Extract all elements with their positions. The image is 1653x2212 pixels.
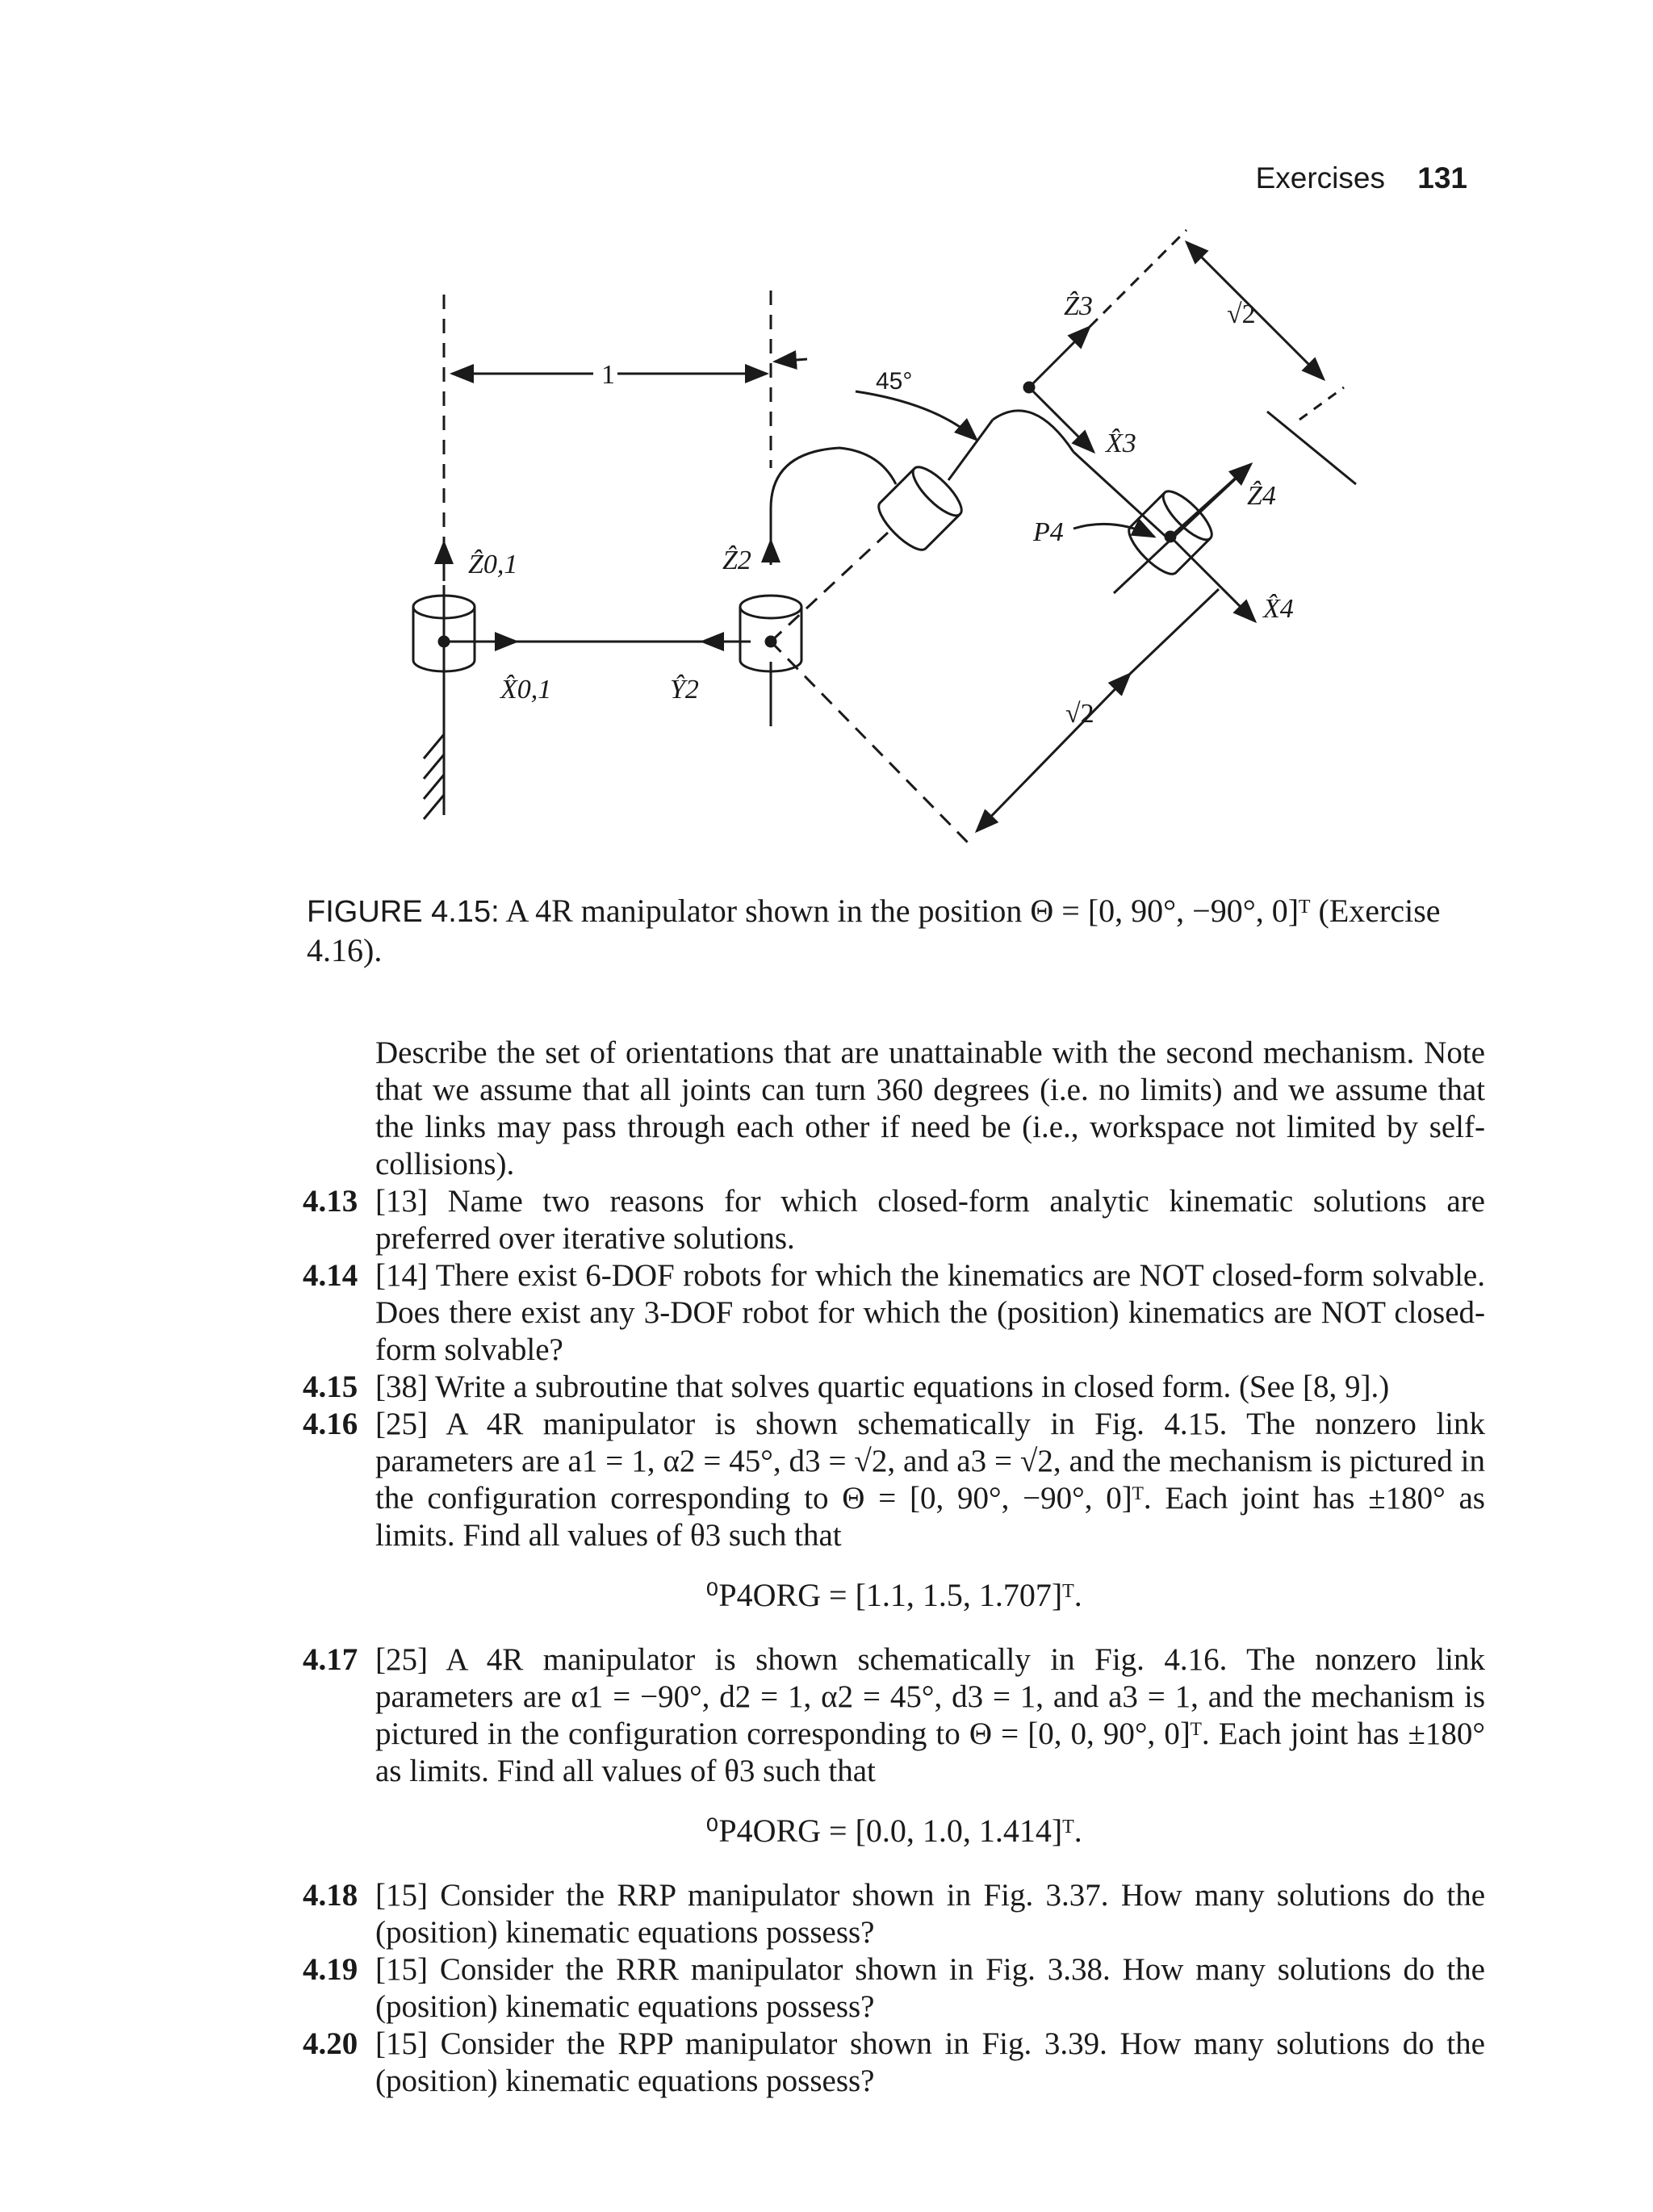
exercise-4-17	[303, 1641, 1485, 1790]
p4-leader	[1073, 524, 1154, 537]
exercise-text: [15] Consider the RPP manipulator shown in Fig. 3.39. How many solutions do the (position) kinematic equations possess?	[375, 2026, 1485, 2098]
exercise-number: 4.20	[303, 2026, 358, 2061]
angle-label-45: 45°	[876, 368, 913, 395]
label-z4: Ẑ4	[1247, 481, 1276, 511]
curved-link-2	[771, 448, 896, 541]
label-z3: Ẑ3	[1064, 291, 1093, 321]
x3-axis-arrow	[1029, 387, 1094, 452]
exercise-text: [13] Name two reasons for which closed-form analytic kinematic solutions are preferred over iterative solutions.	[375, 1184, 1485, 1256]
exercise-text: [15] Consider the RRR manipulator shown in Fig. 3.38. How many solutions do the (position) kinematic equations possess?	[375, 1952, 1485, 2024]
figure-caption	[307, 892, 1493, 970]
label-x3: X̂3	[1106, 429, 1136, 458]
label-sqrt2-top: √2	[1227, 299, 1256, 329]
exercise-4-19	[303, 1951, 1485, 2026]
angle-45-arc	[856, 391, 977, 440]
exercise-text: [25] A 4R manipulator is shown schematically in Fig. 4.15. The nonzero link parameters are a1 = 1, α2 = 45°, d3 = √2, and a3 = √2, and the mechanism is pictured in the configuration corresponding to Θ = [0, 90°, −90°, 0]ᵀ. Each joint has ±180° as limits. Find all values of θ3 such that	[375, 1407, 1485, 1553]
link-3a	[948, 420, 993, 480]
dimension-label-1: 1	[601, 360, 615, 390]
label-p4: P4	[1033, 517, 1064, 547]
z4-axis-arrow	[1170, 464, 1251, 537]
label-x01: X̂0,1	[500, 675, 552, 705]
equation-4-17: ⁰P4ORG = [0.0, 1.0, 1.414]ᵀ.	[705, 1813, 1082, 1849]
exercise-number: 4.19	[303, 1952, 358, 1987]
dimension-tick-top	[1267, 412, 1356, 484]
label-x4: X̂4	[1263, 594, 1294, 624]
dimension-extension-bottom	[1130, 589, 1219, 674]
dimension-extension-top	[1299, 387, 1344, 420]
label-z01: Ẑ0,1	[468, 550, 518, 579]
exercise-number: 4.16	[303, 1407, 358, 1441]
exercise-text: [25] A 4R manipulator is shown schematically in Fig. 4.16. The nonzero link parameters are α1 = −90°, d2 = 1, α2 = 45°, d3 = 1, and a3 = 1, and the mechanism is pictured in the configuration corresponding to Θ = [0, 0, 90°, 0]ᵀ. Each joint has ±180° as limits. Find all values of θ3 such that	[375, 1642, 1485, 1788]
exercise-number: 4.14	[303, 1258, 358, 1293]
exercise-text: [15] Consider the RRP manipulator shown in Fig. 3.37. How many solutions do the (position) kinematic equations possess?	[375, 1878, 1485, 1950]
exercise-text: [14] There exist 6-DOF robots for which the kinematics are NOT closed-form solvable. Does there exist any 3-DOF robot for which the (position) kinematics are NOT closed-form solvable?	[375, 1258, 1485, 1367]
exercise-body	[303, 1035, 1485, 2100]
z3-axis-arrow	[1029, 327, 1090, 387]
exercise-4-16	[303, 1406, 1485, 1554]
figure-caption-text: A 4R manipulator shown in the position Θ = [0, 90°, −90°, 0]ᵀ (Exercise 4.16).	[307, 893, 1441, 968]
exercise-number: 4.18	[303, 1878, 358, 1913]
diagonal-axis-lower-dashed	[771, 642, 969, 843]
exercise-text: [38] Write a subroutine that solves quartic equations in closed form. (See [8, 9].)	[375, 1369, 1390, 1404]
angle-reference-arrow	[775, 359, 807, 362]
equation-4-16: ⁰P4ORG = [1.1, 1.5, 1.707]ᵀ.	[705, 1577, 1082, 1613]
exercise-number: 4.15	[303, 1369, 358, 1404]
figure-caption-label: FIGURE 4.15:	[307, 895, 500, 929]
dimension-sqrt2-bottom	[977, 674, 1130, 831]
exercise-4-15	[303, 1369, 1485, 1406]
link-4	[1073, 452, 1170, 541]
joint-2-cylinder	[740, 596, 801, 671]
ground-hatch	[424, 734, 444, 819]
label-y2: Ŷ2	[670, 675, 699, 705]
label-sqrt2-bottom: √2	[1065, 699, 1094, 729]
diagonal-axis-upper-dashed	[771, 533, 888, 642]
link-3-curve	[993, 411, 1073, 452]
page-number: 131	[1417, 161, 1467, 194]
exercise-number: 4.13	[303, 1184, 358, 1219]
figure-4-15-manipulator-diagram	[371, 210, 1517, 880]
exercise-4-20	[303, 2026, 1485, 2100]
exercise-4-13	[303, 1183, 1485, 1257]
exercise-4-14	[303, 1257, 1485, 1369]
running-header	[1256, 161, 1467, 195]
exercise-number: 4.17	[303, 1642, 358, 1677]
x4-axis-arrow	[1170, 537, 1255, 621]
exercise-intro-paragraph: Describe the set of orientations that are unattainable with the second mechanism. Note that we assume that all joints can turn 360 degrees (i.e. no limits) and we assume that the links may pass through each other if need be (i.e., workspace not limited by self-collisions).	[375, 1035, 1485, 1181]
label-z2: Ẑ2	[722, 546, 751, 575]
z3-axis-dashed	[1090, 230, 1186, 327]
section-title: Exercises	[1255, 161, 1385, 194]
exercise-4-18	[303, 1877, 1485, 1951]
